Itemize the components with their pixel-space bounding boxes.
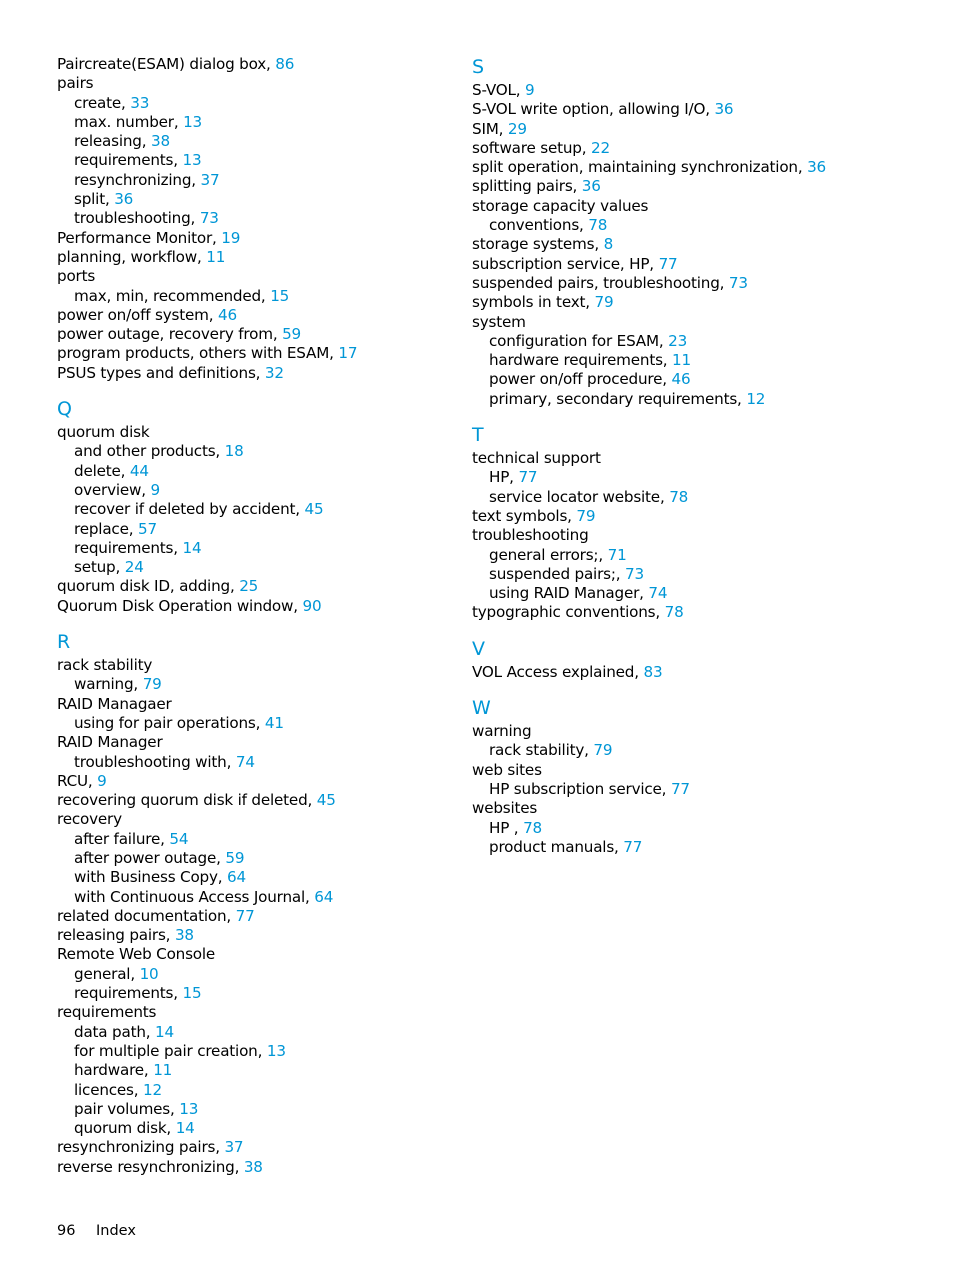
index-entry [57,248,457,267]
index-subentry [57,714,457,733]
index-entry-text: warning [472,722,532,741]
page-link[interactable]: 25 [239,577,259,596]
index-entry-text: after power outage, [74,848,226,867]
index-entry-text: using RAID Manager, [489,584,649,603]
page-link[interactable]: 44 [129,461,149,480]
page-link[interactable]: 10 [139,964,159,983]
index-entry-text: split, [74,190,115,209]
index-entry-text: service locator website, [489,487,670,506]
index-entry-text: quorum disk ID, adding, [57,577,240,596]
index-entry-text: reverse resynchronizing, [57,1157,244,1176]
index-entry-text: S-VOL, [472,81,526,99]
index-entry-text: releasing pairs, [57,926,175,945]
index-entry [57,945,457,964]
index-entry-text: conventions, [489,216,589,235]
index-subentry [472,332,872,351]
index-entry-text: overview, [74,480,151,499]
index-entry-text: Quorum Disk Operation window, [57,596,303,615]
page-link[interactable]: 12 [746,389,766,408]
index-subentry [472,351,872,370]
page-link[interactable]: 36 [807,158,827,177]
index-entry [472,722,872,741]
page-link[interactable]: 74 [648,584,668,603]
index-entry-text: delete, [74,461,130,480]
index-entry-text: max, min, recommended, [74,286,271,305]
page-link[interactable]: 59 [282,325,302,344]
index-entry [57,695,457,714]
page-link[interactable]: 78 [669,487,689,506]
page-link[interactable]: 64 [314,887,334,906]
page-link[interactable]: 90 [302,596,322,615]
index-letter-heading: V [472,637,485,660]
footer-page-number: 96 [57,1223,76,1239]
index-entry-text: typographic conventions, [472,603,665,622]
index-entry [57,1158,457,1177]
index-entry-text: troubleshooting with, [74,752,236,771]
page-link[interactable]: 46 [217,305,237,324]
index-entry-text: pair volumes, [74,1099,180,1118]
index-entry-text: web sites [472,760,542,779]
index-entry [472,449,872,468]
index-entry-text: licences, [74,1080,144,1099]
index-letter-heading: Q [57,398,72,421]
index-entry-text: SIM, [472,119,508,138]
index-entry-text: RAID Manager [57,733,163,752]
index-entry-text: troubleshooting [472,526,589,545]
index-subentry [57,849,457,868]
index-subentry [472,468,872,487]
index-subentry [57,1119,457,1138]
index-entry-text: Remote Web Console [57,945,216,964]
index-letter-heading: W [472,697,491,720]
index-entry [472,177,872,196]
index-entry-text: split operation, maintaining synchronization, [472,158,808,177]
index-entry-text: recovery [57,810,122,829]
index-entry-text: technical support [472,449,601,468]
page-link[interactable]: 19 [221,228,241,247]
page-link[interactable]: 15 [182,984,202,1003]
index-entry-text: power on/off procedure, [489,370,672,389]
index-entry-text: requirements, [74,538,183,557]
index-subentry [57,113,457,132]
index-subentry [472,565,872,584]
index-entry-text: text symbols, [472,506,577,525]
index-subentry [57,481,457,500]
page-link[interactable]: 83 [643,662,663,681]
index-entry-text: after failure, [74,829,170,848]
index-entry-text: data path, [74,1022,156,1041]
page-link[interactable]: 77 [518,468,538,487]
page-link[interactable]: 73 [199,209,219,228]
index-subentry [57,209,457,228]
index-entry-text: setup, [74,558,125,577]
index-subentry [472,390,872,409]
index-subentry [57,558,457,577]
index-entry [57,325,457,344]
index-entry-text: rack stability [57,656,153,675]
index-subentry [57,1061,457,1080]
page-link[interactable]: 64 [227,868,246,887]
index-subentry [57,190,457,209]
index-entry-text: warning, [74,675,143,694]
index-entry [57,1003,457,1022]
index-letter-heading: S [472,56,485,78]
index-subentry [57,442,457,461]
index-entry-text: Paircreate(ESAM) dialog box, [57,55,276,73]
page-link[interactable]: 13 [179,1099,199,1118]
index-entry-text: HP, [489,468,519,487]
index-subentry [57,500,457,519]
page-link[interactable]: 36 [714,100,734,119]
index-entry-text: HP subscription service, [489,779,671,798]
index-entry-text: requirements, [74,151,183,170]
index-entry [472,235,872,254]
index-entry [57,306,457,325]
index-entry [472,120,872,139]
page-link[interactable]: 11 [672,351,691,370]
index-entry-text: general, [74,964,140,983]
index-entry-text: product manuals, [489,837,624,856]
index-entry [57,791,457,810]
index-subentry [57,1042,457,1061]
index-subentry [472,546,872,565]
index-entry-text: storage systems, [472,235,604,254]
index-entry-text: requirements [57,1003,157,1022]
index-entry-text: releasing, [74,132,151,151]
page-link[interactable]: 36 [581,177,601,196]
page-link[interactable]: 79 [593,741,613,760]
page-link[interactable]: 18 [224,442,244,461]
page-link[interactable]: 9 [525,81,535,99]
page-footer [57,1222,136,1241]
index-entry [57,74,457,93]
index-subentry [57,830,457,849]
index-entry [472,761,872,780]
index-subentry [57,965,457,984]
index-subentry [57,151,457,170]
page-link[interactable]: 13 [183,112,203,131]
index-subentry [57,287,457,306]
index-entry [57,656,457,675]
page-link[interactable]: 59 [225,848,245,867]
page-link[interactable]: 54 [169,829,189,848]
index-entry [472,274,872,293]
page-link[interactable]: 77 [670,779,690,798]
index-entry-text: configuration for ESAM, [489,331,669,350]
index-entry-text: troubleshooting, [74,209,200,228]
index-subentry [57,1023,457,1042]
index-subentry [472,819,872,838]
index-entry-text: related documentation, [57,906,236,925]
index-entry [57,229,457,248]
index-entry [57,577,457,596]
index-entry [472,139,872,158]
index-entry-text: resynchronizing pairs, [57,1138,225,1157]
index-entry-text: requirements, [74,984,183,1003]
page-link[interactable]: 11 [206,247,226,266]
page-link[interactable]: 37 [200,170,220,189]
page-link[interactable]: 71 [607,545,627,564]
index-subentry [472,584,872,603]
index-subentry [472,370,872,389]
index-entry-text: suspended pairs;, [489,564,626,583]
index-entry-text: rack stability, [489,741,594,760]
index-subentry [57,868,457,887]
index-entry-text: max. number, [74,112,184,131]
index-letter-heading: T [472,424,484,447]
index-subentry [57,171,457,190]
index-entry-text: S-VOL write option, allowing I/O, [472,100,715,119]
index-entry-text: power outage, recovery from, [57,325,283,344]
index-letter-heading: R [57,631,71,654]
index-entry-text: software setup, [472,138,591,157]
index-entry [472,313,872,332]
page-link[interactable]: 36 [114,190,134,209]
page-link[interactable]: 86 [275,55,295,73]
index-subentry [57,539,457,558]
index-subentry [472,488,872,507]
page-link[interactable]: 9 [97,771,107,790]
index-column-right [472,55,872,857]
index-entry [57,344,457,363]
index-entry [57,810,457,829]
index-subentry [57,132,457,151]
index-subentry [57,520,457,539]
index-entry-text: resynchronizing, [74,170,201,189]
page-link[interactable]: 77 [658,254,678,273]
index-entry-text: general errors;, [489,545,608,564]
index-entry-text: with Business Copy, [74,868,228,887]
index-entry [472,81,872,100]
index-entry-text: quorum disk [57,423,150,442]
page-link[interactable]: 33 [130,93,150,112]
index-entry-text: Performance Monitor, [57,228,222,247]
index-entry [472,255,872,274]
page-link[interactable]: 37 [224,1138,244,1157]
index-subentry [57,462,457,481]
index-entry-text: RCU, [57,771,98,790]
index-entry-text: planning, workflow, [57,247,207,266]
index-entry [472,197,872,216]
page-link[interactable]: 45 [316,791,336,810]
page-link[interactable]: 13 [266,1041,286,1060]
index-subentry [57,94,457,113]
index-entry-text: symbols in text, [472,293,595,312]
page-link[interactable]: 57 [137,519,157,538]
page-link[interactable]: 17 [338,344,358,363]
page-link[interactable]: 29 [507,119,527,138]
index-column-left [57,55,457,1177]
index-entry-text: hardware, [74,1061,154,1080]
index-entry-text: quorum disk, [74,1119,176,1138]
index-subentry [57,984,457,1003]
index-entry-text: subscription service, HP, [472,254,659,273]
index-entry-text: ports [57,267,96,286]
index-subentry [472,838,872,857]
page-link[interactable]: 46 [671,370,691,389]
index-entry [472,526,872,545]
index-entry [57,423,457,442]
index-entry-text: recovering quorum disk if deleted, [57,791,317,810]
index-entry [57,364,457,383]
index-entry-text: pairs [57,74,94,93]
page-link[interactable]: 73 [728,273,748,292]
index-subentry [57,1100,457,1119]
index-entry-text: recover if deleted by accident, [74,500,305,519]
page-link[interactable]: 38 [150,132,170,151]
index-entry [57,1138,457,1157]
page-link[interactable]: 15 [270,286,290,305]
index-entry-text: primary, secondary requirements, [489,389,747,408]
index-entry-text: power on/off system, [57,305,218,324]
page-link[interactable]: 45 [304,500,324,519]
index-entry [472,158,872,177]
page-link[interactable]: 78 [588,216,608,235]
footer-section-title: Index [96,1223,136,1239]
page-link[interactable]: 77 [623,837,643,856]
index-entry [57,772,457,791]
index-entry-text: with Continuous Access Journal, [74,887,315,906]
page-link[interactable]: 77 [235,906,255,925]
index-subentry [57,1081,457,1100]
index-subentry [57,888,457,907]
page-link[interactable]: 14 [182,538,202,557]
page-link[interactable]: 74 [235,752,255,771]
index-subentry [472,216,872,235]
index-entry-text: using for pair operations, [74,713,265,732]
index-entry-text: program products, others with ESAM, [57,344,339,363]
index-entry-text: websites [472,799,538,818]
page-link[interactable]: 38 [243,1157,263,1176]
index-entry-text: storage capacity values [472,196,649,215]
index-entry-text: and other products, [74,442,225,461]
page-link[interactable]: 12 [143,1080,162,1099]
page-link[interactable]: 22 [590,138,610,157]
page-link[interactable]: 14 [175,1119,195,1138]
page-link[interactable]: 23 [668,331,688,350]
index-entry [57,926,457,945]
page-link[interactable]: 79 [142,675,162,694]
index-entry-text: hardware requirements, [489,351,673,370]
index-entry-text: system [472,312,526,331]
page-link[interactable]: 73 [625,564,644,583]
index-entry-text: splitting pairs, [472,177,582,196]
index-entry [57,907,457,926]
page-link[interactable]: 32 [264,363,284,382]
page-link[interactable]: 24 [124,558,144,577]
index-entry [472,507,872,526]
index-entry-text: VOL Access explained, [472,662,644,681]
index-entry [472,603,872,622]
index-entry-text: PSUS types and definitions, [57,363,265,382]
index-entry [472,663,872,682]
page-link[interactable]: 79 [594,293,614,312]
index-subentry [472,780,872,799]
index-entry [57,267,457,286]
page-link[interactable]: 78 [523,818,542,837]
page-link[interactable]: 13 [182,151,202,170]
index-entry [57,55,457,74]
page-link[interactable]: 79 [576,506,596,525]
index-entry-text: suspended pairs, troubleshooting, [472,273,729,292]
index-entry [57,733,457,752]
index-entry-text: create, [74,93,131,112]
index-subentry [57,675,457,694]
index-entry [472,100,872,119]
page-link[interactable]: 8 [603,235,614,254]
page-link[interactable]: 38 [174,926,194,945]
index-subentry [472,741,872,760]
index-entry-text: RAID Managaer [57,694,172,713]
index-entry-text: replace, [74,519,138,538]
page-link[interactable]: 78 [664,603,684,622]
page-link[interactable]: 41 [264,713,284,732]
index-entry [57,597,457,616]
index-entry [472,799,872,818]
page-link[interactable]: 11 [153,1061,173,1080]
index-entry-text: HP , [489,818,524,837]
index-entry-text: for multiple pair creation, [74,1041,267,1060]
page-link[interactable]: 9 [150,480,160,499]
index-subentry [57,753,457,772]
page-link[interactable]: 14 [155,1022,174,1041]
index-entry [472,293,872,312]
